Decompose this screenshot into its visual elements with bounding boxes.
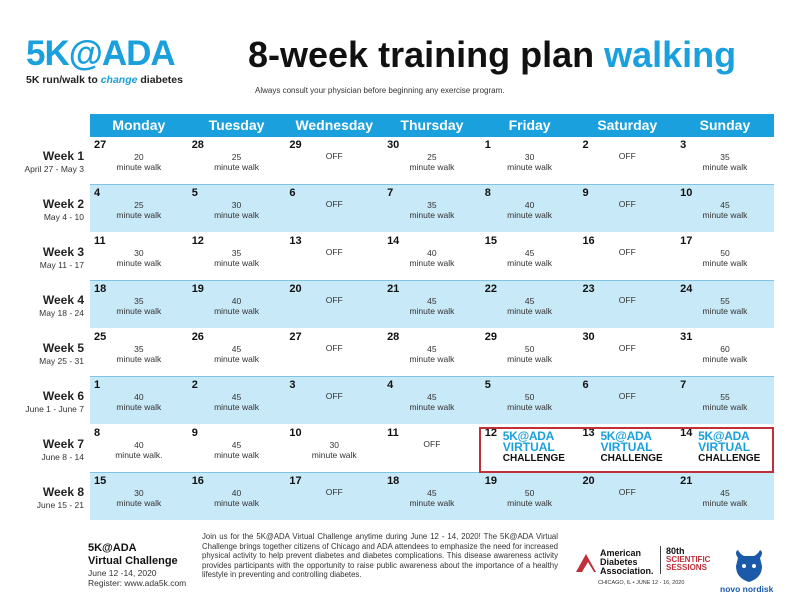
date-number: 28 xyxy=(191,139,204,151)
activity-minutes: 35 xyxy=(134,344,144,354)
activity-type: minute walk xyxy=(409,306,455,316)
activity-minutes: 45 xyxy=(524,296,535,306)
day-cell xyxy=(285,233,383,280)
activity xyxy=(285,440,383,460)
week-label xyxy=(6,389,84,414)
activity xyxy=(90,200,188,220)
day-header-saturday: Saturday xyxy=(597,117,658,133)
footer-description: Join us for the 5K@ADA Virtual Challenge anytime during June 12 - 14, 2020! The 5K@ADA Virtual Challenge brings together citizens of Chicago and ADA attendees to emphasize the need for increased physical activity to help prevent diabetes and diabetes complications. This disease awareness activity provides participants with the opportunity to raise public awareness about the importance of a healthy lifestyle in preventing and controlling diabetes. xyxy=(202,532,558,580)
date-number: 11 xyxy=(94,235,106,247)
day-cell xyxy=(578,233,676,280)
footer-title: 5K@ADA xyxy=(88,542,137,554)
date-number: 19 xyxy=(191,283,204,295)
activity xyxy=(188,200,286,220)
week-row xyxy=(90,377,774,424)
week-row xyxy=(90,473,774,520)
day-cell xyxy=(90,329,188,376)
activity-minutes: 35 xyxy=(231,248,242,258)
activity xyxy=(90,440,188,460)
date-number: 19 xyxy=(484,475,497,487)
activity-minutes: 45 xyxy=(231,440,242,450)
ada-name: American Diabetes Association. xyxy=(600,548,654,576)
activity-type: minute walk xyxy=(702,402,748,412)
activity xyxy=(481,152,579,172)
date-number: 17 xyxy=(680,235,693,247)
day-cell xyxy=(285,377,383,424)
activity-minutes: 35 xyxy=(427,200,437,210)
activity-minutes: 25 xyxy=(134,200,144,210)
activity xyxy=(481,200,579,220)
activity-type: minute walk xyxy=(409,498,455,508)
activity-minutes: 25 xyxy=(427,152,437,162)
day-cell xyxy=(285,425,383,472)
activity-minutes: 45 xyxy=(427,392,437,402)
logo-tagline: 5K run/walk to change diabetes xyxy=(26,74,183,86)
activity-type: minute walk xyxy=(702,354,748,364)
date-number: 8 xyxy=(94,427,101,439)
activity-minutes: 50 xyxy=(524,344,535,354)
activity-minutes: 45 xyxy=(427,488,437,498)
activity-type: minute walk xyxy=(116,162,162,172)
day-cell xyxy=(285,473,383,520)
date-number: 14 xyxy=(387,235,400,247)
day-cell xyxy=(578,185,676,232)
date-number: 28 xyxy=(387,331,400,343)
activity-type: minute walk xyxy=(507,402,553,412)
activity xyxy=(188,440,286,460)
date-number: 21 xyxy=(387,283,400,295)
day-cell xyxy=(578,281,676,328)
day-header-tuesday: Tuesday xyxy=(208,117,265,133)
activity xyxy=(676,488,774,508)
week-name: Week 4 xyxy=(42,293,84,307)
week-name: Week 6 xyxy=(42,389,84,403)
date-number: 12 xyxy=(484,427,497,439)
date-number: 27 xyxy=(94,139,107,151)
day-cell xyxy=(676,233,774,280)
page-title: 8-week training plan walking xyxy=(248,34,737,75)
activity-type: minute walk xyxy=(702,306,748,316)
activity-type: minute walk xyxy=(507,258,553,268)
date-number: 31 xyxy=(680,331,693,343)
date-number: 23 xyxy=(582,283,595,295)
day-cell xyxy=(481,377,579,424)
activity-minutes: 30 xyxy=(329,440,339,450)
week-label xyxy=(6,197,84,222)
activity-type: minute walk xyxy=(214,450,259,460)
activity-type: minute walk xyxy=(702,162,748,172)
date-number: 30 xyxy=(387,139,400,151)
day-cell xyxy=(188,137,286,184)
date-number: 27 xyxy=(289,331,302,343)
activity-type: minute walk xyxy=(409,162,455,172)
date-number: 13 xyxy=(289,235,302,247)
activity-type: minute walk. xyxy=(115,450,163,460)
activity-minutes: 55 xyxy=(720,296,730,306)
date-number: 3 xyxy=(289,379,296,391)
activity-type: minute walk xyxy=(507,498,553,508)
activity xyxy=(676,152,774,172)
week-name: Week 2 xyxy=(42,197,84,211)
activity-type: minute walk xyxy=(214,210,259,220)
activity-type: minute walk xyxy=(507,210,553,220)
week-name: Week 8 xyxy=(42,485,84,499)
rest-day: OFF xyxy=(325,247,343,257)
activity-minutes: 45 xyxy=(524,248,535,258)
date-number: 4 xyxy=(387,379,394,391)
activity xyxy=(90,344,188,364)
activity-type: minute walk xyxy=(116,258,162,268)
activity xyxy=(188,248,286,268)
activity-minutes: 45 xyxy=(720,488,730,498)
date-number: 29 xyxy=(289,139,302,151)
day-header-friday: Friday xyxy=(508,117,551,133)
activity xyxy=(188,296,286,316)
rest-day: OFF xyxy=(325,343,343,353)
week-label xyxy=(6,485,84,510)
rest-day: OFF xyxy=(325,391,343,401)
day-cell xyxy=(676,377,774,424)
day-header-thursday: Thursday xyxy=(400,117,464,133)
logo-wordmark: 5K@ADA xyxy=(26,34,175,73)
activity xyxy=(188,488,286,508)
activity-type: minute walk xyxy=(116,354,162,364)
day-cell xyxy=(578,377,676,424)
activity xyxy=(90,488,188,508)
activity-type: minute walk xyxy=(116,498,162,508)
activity xyxy=(481,392,579,412)
activity xyxy=(481,344,579,364)
day-cell xyxy=(188,233,286,280)
day-header-sunday: Sunday xyxy=(699,117,751,133)
rest-day: OFF xyxy=(618,487,636,497)
date-number: 15 xyxy=(94,475,107,487)
activity xyxy=(188,344,286,364)
day-cell xyxy=(285,137,383,184)
date-number: 6 xyxy=(582,379,589,391)
activity xyxy=(383,248,481,268)
activity xyxy=(90,152,188,172)
activity-minutes: 40 xyxy=(134,392,144,402)
day-cell xyxy=(285,185,383,232)
date-number: 9 xyxy=(582,187,589,199)
activity-minutes: 45 xyxy=(720,200,730,210)
week-range: May 25 - 31 xyxy=(39,356,84,366)
rest-day: OFF xyxy=(618,343,636,353)
week-range: June 1 - June 7 xyxy=(25,404,84,414)
rest-day: OFF xyxy=(618,151,636,161)
activity-type: minute walk xyxy=(214,258,259,268)
sessions-location: CHICAGO, IL • JUNE 12 - 16, 2020 xyxy=(598,580,685,586)
day-cell xyxy=(90,281,188,328)
day-cell xyxy=(188,473,286,520)
day-cell xyxy=(383,473,481,520)
activity-minutes: 55 xyxy=(720,392,730,402)
activity xyxy=(676,344,774,364)
date-number: 15 xyxy=(484,235,497,247)
week-name: Week 5 xyxy=(42,341,84,355)
activity-type: minute walk xyxy=(214,402,259,412)
date-number: 10 xyxy=(680,187,693,199)
rest-day: OFF xyxy=(618,199,636,209)
date-number: 8 xyxy=(484,187,491,199)
activity xyxy=(383,200,481,220)
week-row xyxy=(90,329,774,377)
activity-type: minute walk xyxy=(507,162,553,172)
date-number: 14 xyxy=(680,427,693,439)
virtual-challenge-badge: 5K@ADA VIRTUAL CHALLENGE xyxy=(600,429,663,464)
date-number: 5 xyxy=(191,187,198,199)
week-range: April 27 - May 3 xyxy=(24,164,84,174)
activity-minutes: 35 xyxy=(720,152,730,162)
day-cell xyxy=(90,137,188,184)
date-number: 29 xyxy=(484,331,497,343)
activity-minutes: 50 xyxy=(524,488,535,498)
novo-nordisk-name: novo nordisk xyxy=(720,584,774,594)
date-number: 9 xyxy=(191,427,198,439)
date-number: 16 xyxy=(582,235,595,247)
footer-subtitle: Virtual Challenge xyxy=(88,555,178,567)
activity-type: minute walk xyxy=(409,402,455,412)
day-header-wednesday: Wednesday xyxy=(295,117,373,133)
date-number: 30 xyxy=(582,331,595,343)
week-row xyxy=(90,137,774,185)
date-number: 18 xyxy=(94,283,107,295)
week-name: Week 7 xyxy=(42,437,84,451)
activity-type: minute walk xyxy=(409,258,455,268)
day-cell xyxy=(481,185,579,232)
week-range: May 11 - 17 xyxy=(39,260,84,270)
disclaimer: Always consult your physician before beginning any exercise program. xyxy=(255,86,505,95)
date-number: 18 xyxy=(387,475,400,487)
activity xyxy=(481,248,579,268)
activity-minutes: 40 xyxy=(524,200,535,210)
activity-minutes: 30 xyxy=(134,248,144,258)
activity-type: minute walk xyxy=(507,306,553,316)
week-row xyxy=(90,233,774,281)
activity-minutes: 45 xyxy=(231,344,242,354)
activity-type: minute walk xyxy=(116,306,162,316)
rest-day: OFF xyxy=(618,295,636,305)
activity xyxy=(481,488,579,508)
activity-minutes: 50 xyxy=(524,392,535,402)
sponsor-divider xyxy=(660,546,661,574)
activity-minutes: 30 xyxy=(231,200,242,210)
day-cell xyxy=(383,137,481,184)
day-cell xyxy=(188,281,286,328)
activity-type: minute walk xyxy=(702,210,748,220)
activity xyxy=(383,344,481,364)
date-number: 22 xyxy=(484,283,497,295)
date-number: 17 xyxy=(289,475,302,487)
date-number: 4 xyxy=(94,187,101,199)
calendar-header xyxy=(90,114,774,137)
day-cell xyxy=(383,329,481,376)
activity xyxy=(188,392,286,412)
day-cell xyxy=(285,281,383,328)
activity xyxy=(676,200,774,220)
scientific-sessions: 80th SCIENTIFIC SESSIONS xyxy=(666,546,711,572)
activity-minutes: 45 xyxy=(427,296,437,306)
rest-day: OFF xyxy=(618,391,636,401)
week-name: Week 1 xyxy=(42,149,84,163)
rest-day: OFF xyxy=(325,295,343,305)
activity xyxy=(383,488,481,508)
week-range: June 15 - 21 xyxy=(36,500,84,510)
activity-minutes: 35 xyxy=(134,296,144,306)
activity-minutes: 20 xyxy=(134,152,144,162)
date-number: 5 xyxy=(484,379,491,391)
day-cell xyxy=(578,329,676,376)
activity xyxy=(481,296,579,316)
activity-type: minute walk xyxy=(311,450,357,460)
activity-minutes: 40 xyxy=(134,440,144,450)
week-range: June 8 - 14 xyxy=(41,452,84,462)
date-number: 11 xyxy=(387,427,399,439)
day-cell xyxy=(90,473,188,520)
footer-event-info xyxy=(88,542,186,588)
day-cell xyxy=(481,137,579,184)
activity xyxy=(676,296,774,316)
activity-minutes: 40 xyxy=(231,296,242,306)
day-cell xyxy=(383,377,481,424)
date-number: 6 xyxy=(289,187,296,199)
virtual-challenge-highlight xyxy=(479,427,774,473)
activity-minutes: 60 xyxy=(720,344,730,354)
week-name: Week 3 xyxy=(42,245,84,259)
date-number: 25 xyxy=(94,331,107,343)
activity-type: minute walk xyxy=(702,498,748,508)
activity-minutes: 30 xyxy=(134,488,144,498)
week-label xyxy=(6,245,84,270)
date-number: 3 xyxy=(680,139,687,151)
date-number: 16 xyxy=(191,475,204,487)
footer-register-link[interactable]: Register: www.ada5k.com xyxy=(88,578,187,588)
activity xyxy=(90,296,188,316)
date-number: 7 xyxy=(387,187,394,199)
week-row xyxy=(90,281,774,328)
activity-type: minute walk xyxy=(214,306,259,316)
rest-day: OFF xyxy=(423,439,441,449)
logo xyxy=(26,36,183,86)
day-cell xyxy=(383,185,481,232)
week-label xyxy=(6,341,84,366)
activity-type: minute walk xyxy=(214,498,259,508)
rest-day: OFF xyxy=(325,151,343,161)
week-label xyxy=(6,293,84,318)
day-cell xyxy=(676,137,774,184)
week-label xyxy=(6,437,84,462)
date-number: 21 xyxy=(680,475,693,487)
footer-dates: June 12 -14, 2020 xyxy=(88,568,157,578)
day-header-monday: Monday xyxy=(112,117,166,133)
activity xyxy=(676,248,774,268)
day-cell xyxy=(676,473,774,520)
date-number: 26 xyxy=(191,331,204,343)
activity xyxy=(188,152,286,172)
day-cell xyxy=(676,329,774,376)
activity-minutes: 40 xyxy=(231,488,242,498)
activity-minutes: 45 xyxy=(231,392,242,402)
day-cell xyxy=(578,137,676,184)
day-cell xyxy=(481,473,579,520)
activity-type: minute walk xyxy=(214,162,259,172)
day-cell xyxy=(383,425,481,472)
rest-day: OFF xyxy=(325,487,343,497)
day-cell xyxy=(676,281,774,328)
activity xyxy=(383,392,481,412)
date-number: 12 xyxy=(191,235,204,247)
activity-type: minute walk xyxy=(702,258,748,268)
activity-type: minute walk xyxy=(214,354,259,364)
virtual-challenge-badge: 5K@ADA VIRTUAL CHALLENGE xyxy=(502,429,565,464)
activity-minutes: 50 xyxy=(720,248,730,258)
activity xyxy=(90,248,188,268)
day-cell xyxy=(188,425,286,472)
date-number: 10 xyxy=(289,427,302,439)
day-cell xyxy=(90,233,188,280)
activity xyxy=(676,392,774,412)
activity-type: minute walk xyxy=(409,354,455,364)
activity-type: minute walk xyxy=(116,402,162,412)
day-cell xyxy=(285,329,383,376)
day-cell xyxy=(188,377,286,424)
date-number: 1 xyxy=(484,139,491,151)
activity-minutes: 45 xyxy=(427,344,437,354)
day-cell xyxy=(188,185,286,232)
week-range: May 4 - 10 xyxy=(43,212,84,222)
date-number: 2 xyxy=(191,379,198,391)
day-cell xyxy=(90,425,188,472)
activity-type: minute walk xyxy=(507,354,553,364)
date-number: 24 xyxy=(680,283,693,295)
day-cell xyxy=(90,185,188,232)
week-range: May 18 - 24 xyxy=(39,308,84,318)
activity-minutes: 30 xyxy=(524,152,535,162)
activity xyxy=(383,296,481,316)
date-number: 2 xyxy=(582,139,589,151)
virtual-challenge-badge: 5K@ADA VIRTUAL CHALLENGE xyxy=(698,429,761,464)
day-cell xyxy=(383,281,481,328)
day-cell xyxy=(481,281,579,328)
date-number: 13 xyxy=(582,427,595,439)
week-label xyxy=(6,149,84,174)
date-number: 20 xyxy=(289,283,302,295)
day-cell xyxy=(578,473,676,520)
activity xyxy=(90,392,188,412)
activity-minutes: 40 xyxy=(427,248,437,258)
activity-minutes: 25 xyxy=(231,152,242,162)
activity-type: minute walk xyxy=(409,210,455,220)
day-cell xyxy=(90,377,188,424)
date-number: 1 xyxy=(94,379,101,391)
date-number: 20 xyxy=(582,475,595,487)
day-cell xyxy=(676,185,774,232)
day-cell xyxy=(188,329,286,376)
day-cell xyxy=(481,233,579,280)
rest-day: OFF xyxy=(325,199,343,209)
day-cell xyxy=(383,233,481,280)
date-number: 7 xyxy=(680,379,687,391)
rest-day: OFF xyxy=(618,247,636,257)
activity xyxy=(383,152,481,172)
week-row xyxy=(90,185,774,232)
activity-type: minute walk xyxy=(116,210,162,220)
day-cell xyxy=(481,329,579,376)
